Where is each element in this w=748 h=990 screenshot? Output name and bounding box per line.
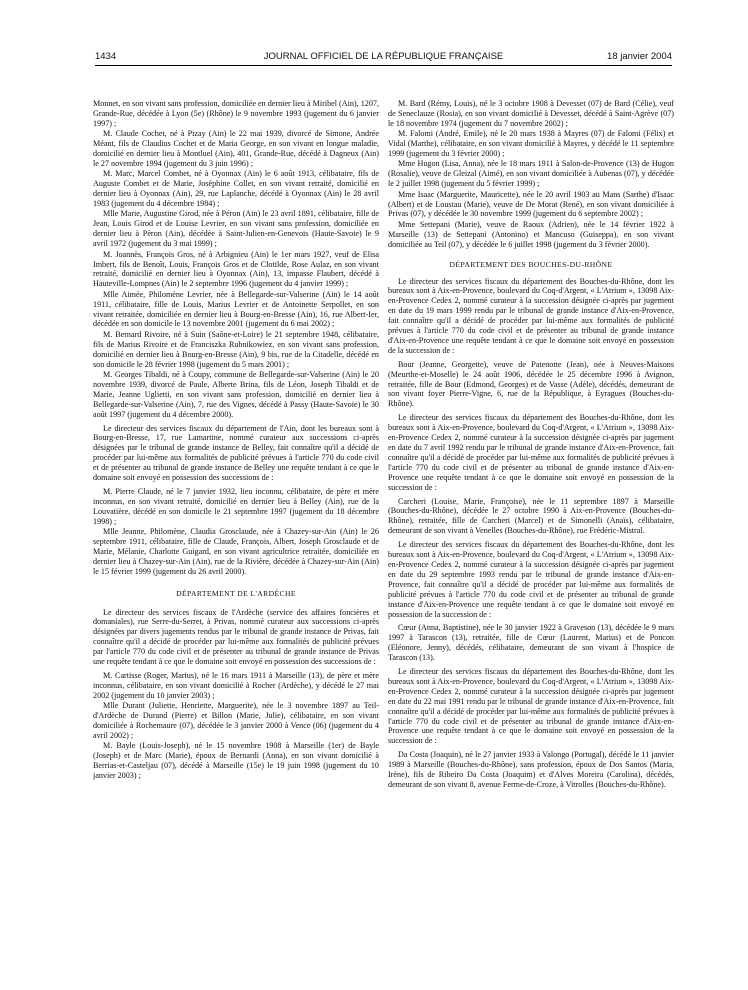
paragraph: M. Joannès, François Gros, né à Arbignieu (Ain) le 1er mars 1927, veuf de Elisa Imbert, fils de Benoît, Louis, François Gros et de Clotilde, Rose Aulaz, en son vivant retraité, domicilié en dernier lieu à Oyonnax (Ain), 13, impasse Flaubert, décédé à Hauteville-Lompnes (Ain) le 2 septembre 1996 (jugement du 4 janvier 1999) ; [93, 249, 379, 289]
paragraph: Le directeur des services fiscaux du département des Bouches-du-Rhône, dont les bureaux sont à Aix-en-Provence, boulevard du Coq-d'Argent, « L'Atrium », 13098 Aix-en-Provence Cedex 2, nommé curateur à la succession désignée ci-après par jugement en date du 22 mai 1991 rendu par le tribunal de grande instance d'Aix-en-Provence, fait connaître qu'il a décidé de procéder par lui-même aux formalités de publicité prévues à l'article 770 du code civil et de présenter au tribunal de grande instance d'Aix-en-Provence une requête tendant à ce que le domaine soit envoyé en possession de la succession de : [388, 667, 674, 746]
paragraph: Mme Hugon (Lisa, Anna), née le 18 mars 1911 à Salon-de-Provence (13) de Hugon (Rosalie), veuve de Gleizal (Aimé), en son vivant domiciliée à Aubenas (07), y décédée le 2 juillet 1998 (jugement du 5 février 1999) ; [388, 159, 674, 189]
paragraph: M. Bernard Rivoire, né à Suin (Saône-et-Loire) le 21 septembre 1948, célibataire, fils de Marius Rivoire et de Franciszka Rubnikowiez, en son vivant sans profession, domicilié en dernier lieu à Bourg-en-Bresse (Ain), 9 bis, rue de la Citadelle, décédé en son domicile le 28 février 1998 (jugement du 5 mars 2001) ; [93, 329, 379, 369]
paragraph: Monnet, en son vivant sans profession, domiciliée en dernier lieu à Miribel (Ain), 1207, Grande-Rue, décédée à Lyon (5e) (Rhône) le 9 novembre 1993 (jugement du 6 janvier 1997) ; [93, 99, 379, 128]
paragraph: M. Georges Tibaldi, né à Coupy, commune de Bellegarde-sur-Valserine (Ain) le 20 novembre 1939, divorcé de Paule, Alberte Brina, fils de Léon, Joseph Tibaldi et de Marie, Jeanne Uglietti, en son vivant sans profession, domicilié en dernier lieu à Bellegarde-sur-Valserine (Ain), 7, rue des Vignes, décédé à Passy (Haute-Savoie) le 30 août 1997 (jugement du 4 décembre 2000). [93, 369, 379, 419]
page-header [95, 51, 672, 66]
paragraph: Mlle Durant (Juliette, Henriette, Marguerite), née le 3 novembre 1897 au Teil-d'Ardèche de Durand (Pierre) et Billon (Marie, Julie), célibataire, en son vivant domiciliée à Rochemaure (07), décédée le 3 janvier 2000 à Vence (06) (jugement du 4 avril 2002) ; [93, 701, 379, 740]
paragraph: M. Marc, Marcel Combet, né à Oyonnax (Ain) le 6 août 1913, célibataire, fils de Auguste Combet et de Marie, Joséphine Collet, en son vivant retraité, domicilié en dernier lieu à Oyonnax (Ain), 29, rue Laplanche, décédé à Oyonnax (Ain) le 28 avril 1983 (jugement du 4 décembre 1984) ; [93, 169, 379, 209]
left-column [93, 99, 379, 989]
paragraph: M. Claude Cochet, né à Pizay (Ain) le 22 mai 1939, divorcé de Simone, Andrée Méant, fils de Claudius Cochet et de Maria George, en son vivant en longue maladie, domicilié en dernier lieu à Montluel (Ain), 401, Grande-Rue, décédé à Dagneux (Ain) le 27 novembre 1994 (jugement du 3 juin 1996) ; [93, 129, 379, 168]
section-heading-ardeche: DÉPARTEMENT DE L'ARDÈCHE [176, 588, 296, 598]
section-heading-bouches-du-rhone: DÉPARTEMENT DES BOUCHES-DU-RHÔNE [449, 259, 613, 269]
paragraph: Carcheri (Louise, Marie, Françoise), née le 11 septembre 1897 à Marseille (Bouches-du-Rhône), décédée le 27 octobre 1990 à Aix-en-Provence (Bouches-du-Rhône), retraitée, fille de Carcheri (Marcel) et de Simonelli (Anaïs), célibataire, demeurant de son vivant à Venelles (Bouches-du-Rhône), rue Frédéric-Mistral. [388, 496, 674, 536]
paragraph: Le directeur des services fiscaux du département des Bouches-du-Rhône, dont les bureaux sont à Aix-en-Provence, boulevard du Coq-d'Argent, « L'Atrium », 13098 Aix-en-Provence Cedex 2, nommé curateur à la succession désignée ci-après par jugement en date du 7 avril 1992 rendu par le tribunal de grande instance d'Aix-en-Provence, fait connaître qu'il a décidé de procéder par lui-même aux formalités de publicité prévues à l'article 770 du code civil et de présenter au tribunal de grande instance d'Aix-en-Provence une requête tendant à ce que le domaine soit envoyé en possession de la succession de : [388, 413, 674, 492]
paragraph: M. Bayle (Louis-Joseph), né le 15 novembre 1908 à Marseille (1er) de Bayle (Joseph) et de Marc (Marie), époux de Bernardi (Anna), en son vivant domicilié à Berrias-et-Casteljau (07), décédé à Marseille (15e) le 19 juin 1998 (jugement du 10 janvier 2003) ; [93, 741, 379, 780]
paragraph: Mme Settepani (Marie), veuve de Raoux (Adrien), née le 14 février 1922 à Marseille (13) de Settepani (Antonino) et Mancuso (Guiseppa), en son vivant domiciliée au Teil (07), y décédée le 6 juillet 1998 (jugement du 3 février 2000). [388, 219, 674, 249]
page-number: 1434 [95, 51, 117, 62]
paragraph: Mlle Aimée, Philomène Levrier, née à Bellegarde-sur-Valserine (Ain) le 14 août 1911, célibataire, fille de Louis, Marius Levrier et de Antoinette Serpollet, en son vivant retraitée, domiciliée en dernier lieu à Bourg-en-Bresse (Ain), 16, rue Albert-Ier, décédée en son domicile le 13 novembre 2001 (jugement du 6 mai 2002) ; [93, 289, 379, 329]
paragraph: Bour (Jeanne, Georgette), veuve de Patenotte (Jean), née à Neuves-Maisons (Meurthe-et-Moselle) le 24 août 1906, décédée le 25 décembre 1996 à Avignon, retraitée, fille de Bour (Edmond, Georges) et de Vasse (Adèle), décédés, demeurant de son vivant foyer Pierre-Vigne, 6, rue de la République, à Eyragues (Bouches-du-Rhône). [388, 359, 674, 409]
paragraph: Le directeur des services fiscaux du département de l'Ain, dont les bureaux sont à Bourg-en-Bresse, 17, rue Lamartine, nommé curateur aux successions ci-après désignées par le tribunal de grande instance de Belley, fait connaître qu'il a décidé de procéder par lui-même aux formalités de publicité prévues à l'article 770 du code civil et de présenter au tribunal de grande instance de Belley une requête tendant à ce que le domaine soit envoyé en possession des successions de : [93, 423, 379, 483]
issue-date: 18 janvier 2004 [607, 51, 672, 62]
journal-title: JOURNAL OFFICIEL DE LA RÉPUBLIQUE FRANÇAISE [263, 51, 504, 62]
paragraph: Mme Isaac (Marguerite, Mauricette), née le 20 avril 1903 au Mans (Sarthe) d'Isaac (Albert) et de Loustau (Marie), veuve de De Morat (René), en son vivant domiciliée à Privas (07), y décédée le 30 novembre 1999 (jugement du 6 septembre 2002) ; [388, 189, 674, 219]
paragraph: M. Cartisse (Roger, Marius), né le 16 mars 1911 à Marseille (13), de père et mère inconnus, célibataire, en son vivant domicilié à Rocher (Ardèche), y décédé le 27 mai 2002 (jugement du 10 janvier 2003) ; [93, 670, 379, 700]
paragraph: Mlle Marie, Augustine Girod, née à Péron (Ain) le 23 avril 1891, célibataire, fille de Jean, Louis Girod et de Louise Levrier, en son vivant sans profession, domiciliée en dernier lieu à Péron (Ain), décédée à Saint-Julien-en-Genevois (Haute-Savoie) le 9 avril 1972 (jugement du 3 mai 1999) ; [93, 209, 379, 249]
paragraph: Mlle Jeanne, Philomène, Claudia Grosclaude, née à Chazey-sur-Ain (Ain) le 26 septembre 1911, célibataire, fille de Claude, François, Albert, Joseph Grosclaude et de Marie, Mélanie, Charlotte Guigard, en son vivant agricultrice retraitée, domiciliée en dernier lieu à Chazey-sur-Ain (Ain), rue de la Rivière, décédée à Chazey-sur-Ain (Ain) le 15 février 1999 (jugement du 26 avril 2000). [93, 527, 379, 576]
paragraph: M. Falomi (André, Emile), né le 20 mars 1938 à Mayres (07) de Falomi (Félix) et Vidal (Marthe), célibataire, en son vivant domicilié à Mayres, y décédé le 11 septembre 1999 (jugement du 3 février 2000) ; [388, 129, 674, 159]
paragraph: Le directeur des services fiscaux de l'Ardèche (service des affaires foncières et domaniales), rue Serre-du-Serret, à Privas, nommé curateur aux successions ci-après désignées par divers jugements rendus par le tribunal de grande instance de Privas, fait connaître qu'il a décidé de procéder par lui-même aux formalités de publicité prévues par l'article 770 du code civil et de présenter au tribunal de grande instance de Privas une requête tendant à ce que le domaine soit envoyé en possession des successions de : [93, 607, 379, 667]
paragraph: Cœur (Anna, Baptistine), née le 30 janvier 1922 à Graveson (13), décédée le 9 mars 1997 à Tarascon (13), retraitée, fille de Cœur (Laurent, Marius) et de Poncon (Eléonore, Jenny), décédés, célibataire, demeurant de son vivant à l'hospice de Tarascon (13). [388, 623, 674, 663]
paragraph: Le directeur des services fiscaux du département des Bouches-du-Rhône, dont les bureaux sont à Aix-en-Provence, boulevard du Coq-d'Argent, « L'Atrium », 13098 Aix-en-Provence Cedex 2, nommé curateur à la succession désignée ci-après par jugement en date du 29 septembre 1993 rendu par le tribunal de grande instance d'Aix-en-Provence, fait connaître qu'il a décidé de procéder par lui-même aux formalités de publicité prévues à l'article 770 du code civil et de présenter au tribunal de grande instance d'Aix-en-Provence une requête tendant à ce que le domaine soit envoyé en possession de la succession de : [388, 540, 674, 619]
paragraph: Le directeur des services fiscaux du département des Bouches-du-Rhône, dont les bureaux sont à Aix-en-Provence, boulevard du Coq-d'Argent, « L'Atrium », 13098 Aix-en-Provence Cedex 2, nommé curateur à la succession désignée ci-après par jugement en date du 19 mars 1999 rendu par le tribunal de grande instance d'Aix-en-Provence, fait connaître qu'il a décidé de procéder par lui-même aux formalités de publicité prévues à l'article 770 du code civil et de présenter au tribunal de grande instance d'Aix-en-Provence une requête tendant à ce que le domaine soit envoyé en possession de la succession de : [388, 276, 674, 355]
paragraph: M. Bard (Rémy, Louis), né le 3 octobre 1908 à Devesset (07) de Bard (Célie), veuf de Seneclauze (Rosia), en son vivant domicilié à Devesset, décédé à Saint-Agrève (07) le 18 novembre 1974 (jugement du 7 novembre 2002) ; [388, 99, 674, 128]
right-column [388, 99, 674, 989]
paragraph: Da Costa (Joaquin), né le 27 janvier 1933 à Valongo (Portugal), décédé le 11 janvier 1989 à Marseille (Bouches-du-Rhône), sans profession, époux de Dos Santos (Maria, Irène), fils de Ribeiro Da Costa (Joaquim) et d'Alves Moreira (Carolina), décédés, demeurant de son vivant 8, avenue Ferme-de-Croze, à Vitrolles (Bouches-du-Rhône). [388, 750, 674, 789]
paragraph: M. Pierre Claude, né le 7 janvier 1932, lieu inconnu, célibataire, de père et mère inconnus, en son vivant retraité, domicilié en dernier lieu à Belley (Ain), rue de la Louvatière, décédé en son domicile le 21 septembre 1997 (jugement du 18 décembre 1998) ; [93, 486, 379, 526]
